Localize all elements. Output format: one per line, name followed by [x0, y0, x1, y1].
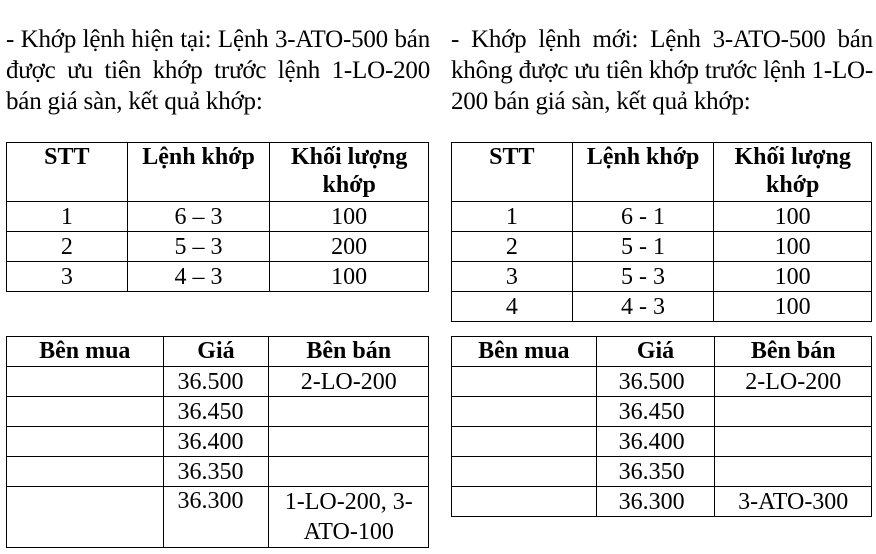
table-header-row: [452, 337, 872, 367]
cell-sell-side: [715, 397, 872, 427]
table-row: [452, 487, 872, 517]
table-row: [7, 397, 429, 427]
cell-price: 36.300: [163, 487, 269, 548]
table-row: [7, 427, 429, 457]
header-matched-volume: Khối lượng khớp: [714, 143, 872, 202]
cell-sell-side: [269, 427, 429, 457]
cell-matched-order: 4 – 3: [127, 262, 270, 292]
cell-buy-side: [7, 367, 164, 397]
cell-matched-volume: 100: [714, 262, 872, 292]
table-row: [7, 487, 429, 548]
header-price: Giá: [163, 337, 269, 367]
cell-price: 36.500: [596, 367, 715, 397]
table-header-row: [7, 337, 429, 367]
table-row: [452, 367, 872, 397]
cell-price: 36.400: [163, 427, 269, 457]
table-row: [7, 262, 429, 292]
cell-stt: 1: [452, 202, 573, 232]
cell-sell-side: [269, 397, 429, 427]
cell-matched-volume: 200: [270, 232, 429, 262]
table-row: [452, 427, 872, 457]
table-row: [452, 262, 872, 292]
current-matching-description: - Khớp lệnh hiện tại: Lệnh 3-ATO-500 bán được ưu tiên khớp trước lệnh 1-LO-200 bán giá sàn, kết quả khớp:: [6, 26, 430, 115]
cell-buy-side: [452, 397, 597, 427]
header-buy-side: Bên mua: [452, 337, 597, 367]
cell-sell-side: 2-LO-200: [269, 367, 429, 397]
cell-stt: 2: [452, 232, 573, 262]
cell-stt: 3: [7, 262, 128, 292]
cell-price: 36.500: [163, 367, 269, 397]
cell-matched-order: 5 - 1: [572, 232, 714, 262]
header-matched-volume: Khối lượng khớp: [270, 143, 429, 202]
cell-stt: 3: [452, 262, 573, 292]
cell-sell-side: [269, 457, 429, 487]
new-match-results-table: [451, 142, 872, 322]
current-match-results-table: [6, 142, 429, 292]
cell-buy-side: [452, 457, 597, 487]
cell-buy-side: [7, 397, 164, 427]
current-order-book-table: [6, 336, 429, 548]
current-matching-section: [6, 0, 430, 545]
cell-buy-side: [452, 367, 597, 397]
cell-matched-volume: 100: [270, 202, 429, 232]
cell-price: 36.300: [596, 487, 715, 517]
cell-stt: 4: [452, 292, 573, 322]
table-row: [7, 367, 429, 397]
cell-matched-volume: 100: [714, 202, 872, 232]
table-header-row: [452, 143, 872, 202]
header-price: Giá: [596, 337, 715, 367]
cell-matched-order: 6 – 3: [127, 202, 270, 232]
table-row: [452, 292, 872, 322]
cell-sell-side: 2-LO-200: [715, 367, 872, 397]
cell-price: 36.450: [163, 397, 269, 427]
cell-buy-side: [452, 427, 597, 457]
cell-matched-order: 5 - 3: [572, 262, 714, 292]
cell-buy-side: [452, 487, 597, 517]
table-row: [452, 397, 872, 427]
cell-price: 36.450: [596, 397, 715, 427]
header-sell-side: Bên bán: [715, 337, 872, 367]
cell-price: 36.400: [596, 427, 715, 457]
table-row: [452, 202, 872, 232]
cell-sell-side: [715, 457, 872, 487]
cell-matched-volume: 100: [714, 292, 872, 322]
table-row: [7, 202, 429, 232]
header-sell-side: Bên bán: [269, 337, 429, 367]
cell-buy-side: [7, 487, 164, 548]
header-matched-order: Lệnh khớp: [572, 143, 714, 202]
new-matching-section: [451, 0, 873, 515]
new-order-book-table: [451, 336, 872, 517]
header-buy-side: Bên mua: [7, 337, 164, 367]
cell-stt: 1: [7, 202, 128, 232]
cell-matched-order: 6 - 1: [572, 202, 714, 232]
cell-matched-volume: 100: [714, 232, 872, 262]
cell-buy-side: [7, 427, 164, 457]
table-header-row: [7, 143, 429, 202]
cell-sell-side: [715, 427, 872, 457]
cell-matched-volume: 100: [270, 262, 429, 292]
cell-stt: 2: [7, 232, 128, 262]
header-matched-order: Lệnh khớp: [127, 143, 270, 202]
header-stt: STT: [452, 143, 573, 202]
table-row: [7, 232, 429, 262]
new-matching-description: - Khớp lệnh mới: Lệnh 3-ATO-500 bán không được ưu tiên khớp trước lệnh 1-LO-200 bán giá sàn, kết quả khớp:: [451, 26, 873, 115]
cell-buy-side: [7, 457, 164, 487]
header-stt: STT: [7, 143, 128, 202]
table-row: [452, 457, 872, 487]
table-row: [452, 232, 872, 262]
cell-sell-side: 3-ATO-300: [715, 487, 872, 517]
cell-matched-order: 5 – 3: [127, 232, 270, 262]
table-row: [7, 457, 429, 487]
cell-matched-order: 4 - 3: [572, 292, 714, 322]
cell-price: 36.350: [596, 457, 715, 487]
cell-price: 36.350: [163, 457, 269, 487]
cell-sell-side: 1-LO-200, 3-ATO-100: [269, 487, 429, 548]
